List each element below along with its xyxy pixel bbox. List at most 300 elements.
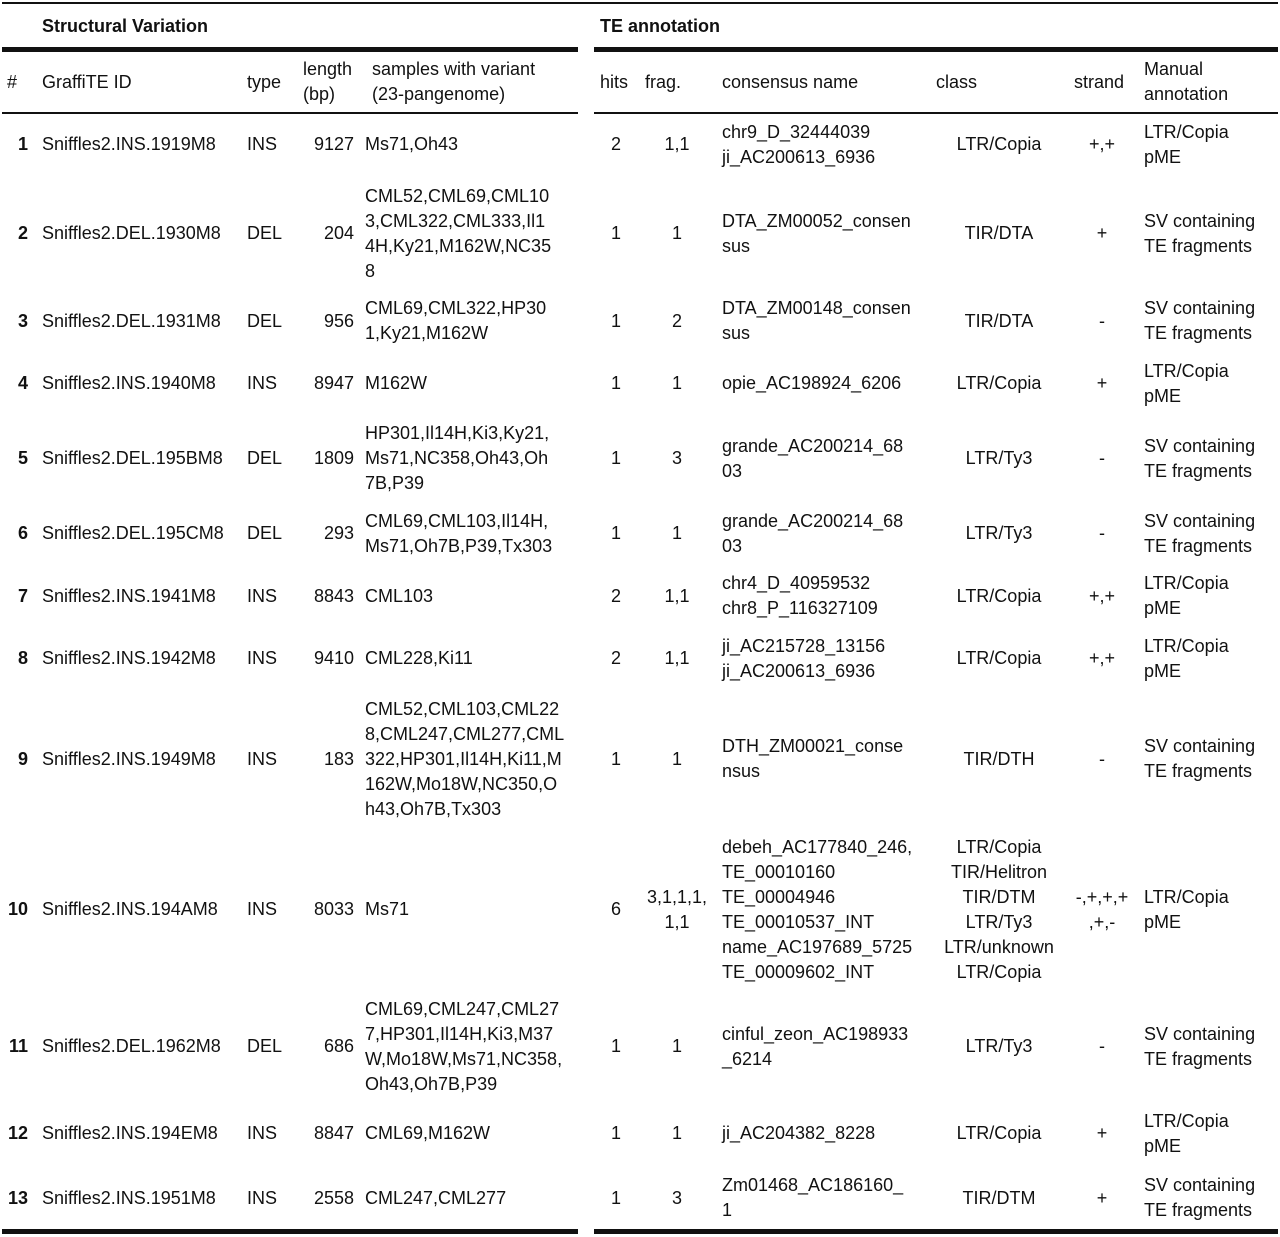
cell-num-line: 10 <box>7 899 28 919</box>
cell-class <box>938 1169 1060 1227</box>
section-structural-variation: Structural Variation <box>42 16 209 36</box>
cell-hits <box>596 498 636 569</box>
cell-num <box>4 995 28 1098</box>
cell-consensus-line: debeh_AC177840_246, <box>722 836 913 857</box>
cell-length <box>296 694 354 824</box>
cell-frag <box>642 569 712 623</box>
cell-samples-line: W,Mo18W,Ms71,NC358, <box>365 1048 563 1069</box>
cell-class <box>938 1098 1060 1169</box>
cell-samples-line: CML228,Ki11 <box>365 648 473 668</box>
cell-num-line: 4 <box>17 373 28 393</box>
header-class-line: class <box>936 71 978 92</box>
cell-length-line: 9410 <box>313 648 354 668</box>
cell-consensus-line: opie_AC198924_6206 <box>722 373 902 393</box>
cell-class-line: LTR/Copia <box>956 585 1042 606</box>
cell-strand-line: - <box>1099 748 1105 769</box>
cell-samples-line: 7,HP301,Il14H,Ki3,M37 <box>365 1023 554 1044</box>
cell-hits <box>596 1169 636 1227</box>
cell-samples-line: h43,Oh7B,Tx303 <box>365 798 502 819</box>
cell-id-line: Sniffles2.INS.1949M8 <box>42 748 216 769</box>
cell-frag <box>642 824 712 995</box>
cell-id-line: Sniffles2.DEL.195CM8 <box>42 523 224 543</box>
cell-manual-line: pME <box>1144 1135 1182 1156</box>
cell-num-line: 7 <box>17 585 28 606</box>
cell-length-line: 9127 <box>313 134 354 154</box>
cell-consensus-line: TE_00010537_INT <box>722 911 875 932</box>
cell-consensus-line: Zm01468_AC186160_ <box>722 1175 904 1195</box>
cell-num <box>4 824 28 995</box>
cell-samples-line: CML69,CML247,CML27 <box>365 998 560 1019</box>
cell-length <box>296 623 354 694</box>
cell-samples-line: CML69,CML322,HP30 <box>365 298 547 318</box>
cell-class-line: TIR/DTA <box>964 223 1034 243</box>
cell-samples-line: 3,CML322,CML333,Il1 <box>365 210 546 231</box>
cell-class-line: LTR/Copia <box>956 648 1042 668</box>
cell-frag <box>642 294 712 348</box>
column-header-rule-left <box>2 112 578 114</box>
cell-manual <box>1144 294 1278 348</box>
cell-frag-line: 1 <box>671 223 682 243</box>
cell-strand <box>1068 419 1136 498</box>
cell-frag <box>642 1098 712 1169</box>
cell-hits <box>596 623 636 694</box>
header-type <box>247 56 307 108</box>
header-id <box>42 56 258 108</box>
cell-class <box>938 348 1060 419</box>
cell-samples-line: CML69,M162W <box>365 1123 491 1143</box>
cell-manual <box>1144 1169 1278 1227</box>
bottom-rule-right <box>594 1229 1278 1234</box>
cell-frag-line: 3 <box>671 1187 682 1208</box>
cell-hits-line: 1 <box>610 223 621 243</box>
cell-manual-line: SV containing <box>1144 1175 1256 1195</box>
cell-length <box>296 294 354 348</box>
cell-length <box>296 498 354 569</box>
cell-manual-line: LTR/Copia <box>1144 635 1229 656</box>
cell-class-line: LTR/Ty3 <box>965 1036 1033 1056</box>
cell-class-line: LTR/Ty3 <box>965 911 1033 932</box>
cell-id-line: Sniffles2.DEL.1931M8 <box>42 310 221 331</box>
cell-num-line: 1 <box>17 134 28 154</box>
cell-samples-line: Ms71 <box>365 899 410 919</box>
cell-num <box>4 694 28 824</box>
cell-type <box>247 173 287 294</box>
cell-length-line: 686 <box>323 1036 354 1056</box>
cell-manual-line: TE fragments <box>1144 235 1253 256</box>
cell-class-line: LTR/Ty3 <box>965 448 1033 468</box>
cell-class <box>938 694 1060 824</box>
cell-manual <box>1144 173 1278 294</box>
cell-manual-line: pME <box>1144 385 1182 406</box>
cell-id <box>42 294 238 348</box>
cell-consensus <box>722 173 927 294</box>
cell-hits-line: 1 <box>610 1123 621 1143</box>
cell-frag-line: 1 <box>671 1123 682 1143</box>
cell-id <box>42 995 238 1098</box>
cell-manual <box>1144 824 1278 995</box>
cell-hits-line: 1 <box>610 748 621 769</box>
cell-samples <box>365 694 577 824</box>
cell-manual <box>1144 116 1278 173</box>
cell-num-line: 12 <box>7 1123 28 1143</box>
cell-length-line: 8033 <box>313 899 354 919</box>
cell-strand <box>1068 824 1136 995</box>
cell-manual-line: pME <box>1144 598 1182 618</box>
cell-manual-line: TE fragments <box>1144 1048 1253 1069</box>
cell-frag-line: 3,1,1,1, <box>646 886 708 907</box>
cell-consensus <box>722 569 927 623</box>
cell-id-line: Sniffles2.INS.194EM8 <box>42 1123 218 1143</box>
cell-length-line: 8947 <box>313 373 354 393</box>
cell-id <box>42 116 238 173</box>
cell-type-line: INS <box>247 748 278 769</box>
cell-strand-line: - <box>1099 523 1105 543</box>
cell-consensus <box>722 824 927 995</box>
cell-id-line: Sniffles2.DEL.195BM8 <box>42 448 223 468</box>
cell-strand <box>1068 116 1136 173</box>
cell-manual-line: LTR/Copia <box>1144 1110 1229 1131</box>
cell-id-line: Sniffles2.INS.1940M8 <box>42 373 216 393</box>
header-samples-line: samples with variant <box>372 59 536 79</box>
cell-hits <box>596 116 636 173</box>
cell-strand-line: + <box>1096 1123 1108 1143</box>
cell-id <box>42 498 238 569</box>
cell-id <box>42 348 238 419</box>
cell-strand-line: -,+,+,+ <box>1075 886 1129 907</box>
cell-samples <box>365 498 577 569</box>
column-header-rule-right <box>594 112 1278 114</box>
cell-id-line: Sniffles2.INS.1941M8 <box>42 585 216 606</box>
cell-strand-line: +,+ <box>1088 134 1116 154</box>
cell-samples-line: HP301,Il14H,Ki3,Ky21, <box>365 423 550 443</box>
cell-strand <box>1068 694 1136 824</box>
cell-type <box>247 995 287 1098</box>
cell-strand-line: ,+,- <box>1088 911 1116 932</box>
cell-length <box>296 1098 354 1169</box>
cell-id-line: Sniffles2.DEL.1930M8 <box>42 223 221 243</box>
cell-strand <box>1068 498 1136 569</box>
cell-type-line: DEL <box>247 223 283 243</box>
header-rule-right <box>594 47 1278 52</box>
header-manual-line: annotation <box>1144 84 1229 104</box>
cell-type <box>247 116 287 173</box>
cell-samples <box>365 623 577 694</box>
cell-samples-line: Oh43,Oh7B,P39 <box>365 1073 498 1094</box>
cell-consensus-line: ji_AC200613_6936 <box>722 146 876 167</box>
cell-type <box>247 569 287 623</box>
header-hits-line: hits <box>600 71 629 92</box>
cell-num <box>4 173 28 294</box>
cell-consensus-line: chr8_P_116327109 <box>722 598 878 618</box>
cell-type <box>247 498 287 569</box>
cell-consensus <box>722 498 927 569</box>
cell-consensus-line: sus <box>722 323 751 343</box>
cell-manual <box>1144 1098 1278 1169</box>
cell-samples-line: CML69,CML103,Il14H, <box>365 510 549 531</box>
cell-consensus-line: 1 <box>722 1200 733 1220</box>
cell-hits <box>596 173 636 294</box>
cell-samples-line: 7B,P39 <box>365 473 425 493</box>
cell-strand-line: - <box>1099 448 1105 468</box>
cell-length-line: 2558 <box>313 1187 354 1208</box>
cell-frag-line: 1 <box>671 523 682 543</box>
cell-consensus <box>722 1169 927 1227</box>
cell-strand <box>1068 569 1136 623</box>
cell-consensus-line: ji_AC215728_13156 <box>722 635 886 656</box>
cell-manual-line: pME <box>1144 911 1182 932</box>
cell-samples <box>365 569 577 623</box>
top-rule <box>2 2 1278 4</box>
cell-hits <box>596 1098 636 1169</box>
cell-consensus-line: TE_00004946 <box>722 886 836 907</box>
cell-frag-line: 2 <box>671 310 682 331</box>
cell-num-line: 11 <box>8 1036 28 1056</box>
cell-consensus-line: sus <box>722 235 751 256</box>
cell-length-line: 8847 <box>313 1123 354 1143</box>
cell-strand-line: - <box>1099 310 1105 331</box>
cell-frag <box>642 995 712 1098</box>
cell-strand <box>1068 348 1136 419</box>
cell-samples <box>365 419 577 498</box>
cell-hits-line: 1 <box>610 310 621 331</box>
cell-manual-line: LTR/Copia <box>1144 573 1229 593</box>
cell-strand <box>1068 1169 1136 1227</box>
cell-frag <box>642 694 712 824</box>
cell-num-line: 3 <box>17 310 28 331</box>
cell-class <box>938 623 1060 694</box>
cell-type-line: DEL <box>247 310 283 331</box>
cell-frag <box>642 348 712 419</box>
cell-frag <box>642 116 712 173</box>
cell-samples-line: 1,Ky21,M162W <box>365 323 489 343</box>
cell-hits <box>596 569 636 623</box>
cell-frag-line: 1 <box>671 1036 682 1056</box>
cell-manual-line: TE fragments <box>1144 323 1253 343</box>
cell-class-line: TIR/Helitron <box>950 861 1048 882</box>
header-manual <box>1144 56 1280 108</box>
cell-num <box>4 294 28 348</box>
cell-samples <box>365 348 577 419</box>
cell-manual-line: TE fragments <box>1144 535 1253 556</box>
header-num-line: # <box>7 71 18 92</box>
cell-samples-line: 322,HP301,Il14H,Ki11,M <box>365 748 562 769</box>
cell-type-line: DEL <box>247 523 283 543</box>
header-consensus-line: consensus name <box>722 71 859 92</box>
cell-hits-line: 2 <box>610 585 621 606</box>
cell-samples-line: 8,CML247,CML277,CML <box>365 723 565 744</box>
header-length-line: length <box>303 59 353 79</box>
cell-length-line: 183 <box>323 748 354 769</box>
cell-id <box>42 1098 238 1169</box>
cell-num <box>4 116 28 173</box>
cell-samples <box>365 1169 577 1227</box>
cell-class-line: TIR/DTM <box>962 886 1036 907</box>
cell-class <box>938 173 1060 294</box>
cell-consensus <box>722 995 927 1098</box>
cell-consensus <box>722 419 927 498</box>
cell-samples-line: CML52,CML103,CML22 <box>365 698 560 719</box>
cell-consensus-line: grande_AC200214_68 <box>722 435 904 456</box>
bottom-rule-left <box>2 1229 578 1234</box>
cell-type-line: INS <box>247 899 278 919</box>
cell-manual-line: SV containing <box>1144 736 1256 756</box>
cell-type <box>247 419 287 498</box>
cell-class <box>938 995 1060 1098</box>
cell-class-line: LTR/Copia <box>956 373 1042 393</box>
header-length <box>303 56 381 108</box>
cell-type-line: INS <box>247 585 278 606</box>
cell-frag-line: 1 <box>671 748 682 769</box>
cell-hits <box>596 419 636 498</box>
cell-consensus <box>722 694 927 824</box>
cell-samples-line: CML247,CML277 <box>365 1187 507 1208</box>
cell-samples-line: 4H,Ky21,M162W,NC35 <box>365 235 552 256</box>
cell-frag <box>642 1169 712 1227</box>
cell-num <box>4 498 28 569</box>
cell-num <box>4 1169 28 1227</box>
cell-samples-line: 8 <box>365 260 376 281</box>
cell-manual <box>1144 419 1278 498</box>
cell-consensus-line: ji_AC200613_6936 <box>722 660 876 681</box>
cell-num-line: 9 <box>17 748 28 769</box>
cell-samples-line: CML52,CML69,CML10 <box>365 185 550 206</box>
cell-frag-line: 1,1 <box>664 585 690 606</box>
cell-length-line: 1809 <box>313 448 354 468</box>
cell-manual-line: LTR/Copia <box>1144 121 1229 142</box>
cell-manual <box>1144 569 1278 623</box>
cell-class-line: TIR/DTA <box>964 310 1034 331</box>
cell-strand-line: +,+ <box>1088 648 1116 668</box>
cell-consensus <box>722 1098 927 1169</box>
cell-class-line: TIR/DTH <box>963 748 1035 769</box>
header-consensus <box>722 56 947 108</box>
cell-samples-line: Ms71,NC358,Oh43,Oh <box>365 448 549 468</box>
cell-samples-line: Ms71,Oh7B,P39,Tx303 <box>365 535 553 556</box>
cell-manual-line: LTR/Copia <box>1144 360 1229 381</box>
cell-consensus-line: DTA_ZM00148_consen <box>722 298 911 318</box>
header-id-line: GraffiTE ID <box>42 71 132 92</box>
cell-hits <box>596 694 636 824</box>
cell-class-line: LTR/Copia <box>956 134 1042 154</box>
cell-type-line: INS <box>247 648 278 668</box>
cell-samples-line: Ms71,Oh43 <box>365 134 459 154</box>
cell-id <box>42 1169 238 1227</box>
cell-type <box>247 623 287 694</box>
cell-class-line: LTR/Copia <box>956 1123 1042 1143</box>
cell-manual-line: SV containing <box>1144 1023 1256 1044</box>
cell-type-line: DEL <box>247 1036 283 1056</box>
cell-hits-line: 2 <box>610 134 621 154</box>
cell-manual-line: TE fragments <box>1144 460 1253 481</box>
cell-length <box>296 1169 354 1227</box>
cell-strand-line: + <box>1096 223 1108 243</box>
cell-consensus-line: _6214 <box>722 1048 773 1069</box>
cell-type-line: INS <box>247 1123 278 1143</box>
cell-id <box>42 694 238 824</box>
cell-length <box>296 116 354 173</box>
cell-id-line: Sniffles2.INS.1919M8 <box>42 134 216 154</box>
cell-consensus <box>722 623 927 694</box>
cell-type <box>247 824 287 995</box>
cell-length-line: 293 <box>323 523 354 543</box>
cell-type <box>247 348 287 419</box>
cell-class-line: LTR/Copia <box>956 836 1042 857</box>
cell-class-line: LTR/Copia <box>956 961 1042 982</box>
cell-num-line: 8 <box>17 648 28 668</box>
cell-manual-line: TE fragments <box>1144 761 1253 781</box>
cell-type <box>247 1169 287 1227</box>
cell-hits <box>596 824 636 995</box>
cell-manual-line: pME <box>1144 146 1182 167</box>
cell-id <box>42 824 238 995</box>
cell-samples-line: 162W,Mo18W,NC350,O <box>365 773 558 794</box>
cell-hits-line: 1 <box>610 373 621 393</box>
header-type-line: type <box>247 71 282 92</box>
cell-manual-line: pME <box>1144 660 1182 681</box>
cell-consensus <box>722 348 927 419</box>
cell-samples <box>365 116 577 173</box>
cell-class-line: LTR/Ty3 <box>965 523 1033 543</box>
cell-consensus-line: TE_00010160 <box>722 861 836 882</box>
cell-num <box>4 348 28 419</box>
cell-manual-line: LTR/Copia <box>1144 886 1229 907</box>
header-frag-line: frag. <box>645 71 682 92</box>
cell-class <box>938 116 1060 173</box>
cell-id-line: Sniffles2.INS.194AM8 <box>42 899 218 919</box>
cell-consensus-line: ji_AC204382_8228 <box>722 1123 876 1143</box>
header-samples <box>372 56 604 108</box>
cell-manual <box>1144 623 1278 694</box>
cell-num <box>4 419 28 498</box>
cell-hits-line: 1 <box>610 1187 621 1208</box>
cell-type <box>247 694 287 824</box>
cell-manual-line: SV containing <box>1144 435 1256 456</box>
cell-length <box>296 995 354 1098</box>
cell-length-line: 956 <box>323 310 354 331</box>
cell-type-line: INS <box>247 373 278 393</box>
cell-id-line: Sniffles2.INS.1942M8 <box>42 648 216 668</box>
cell-id <box>42 419 238 498</box>
cell-manual-line: SV containing <box>1144 510 1256 531</box>
cell-frag <box>642 623 712 694</box>
cell-frag <box>642 419 712 498</box>
cell-type <box>247 294 287 348</box>
cell-length <box>296 824 354 995</box>
cell-strand-line: + <box>1096 1187 1108 1208</box>
cell-hits-line: 6 <box>610 899 621 919</box>
cell-length-line: 204 <box>323 223 354 243</box>
cell-strand <box>1068 1098 1136 1169</box>
cell-id <box>42 623 238 694</box>
cell-num <box>4 569 28 623</box>
cell-consensus <box>722 294 927 348</box>
header-strand-line: strand <box>1074 71 1125 92</box>
cell-manual <box>1144 348 1278 419</box>
cell-samples-line: CML103 <box>365 585 434 606</box>
cell-num-line: 2 <box>17 223 28 243</box>
cell-class-line: TIR/DTM <box>962 1187 1036 1208</box>
cell-id <box>42 569 238 623</box>
cell-hits <box>596 294 636 348</box>
cell-frag-line: 1,1 <box>664 648 690 668</box>
cell-consensus-line: name_AC197689_5725 <box>722 936 913 957</box>
cell-type-line: DEL <box>247 448 283 468</box>
cell-consensus-line: chr4_D_40959532 <box>722 573 871 593</box>
cell-manual-line: TE fragments <box>1144 1200 1253 1220</box>
cell-strand <box>1068 995 1136 1098</box>
cell-hits-line: 1 <box>610 1036 621 1056</box>
cell-num-line: 6 <box>17 523 28 543</box>
